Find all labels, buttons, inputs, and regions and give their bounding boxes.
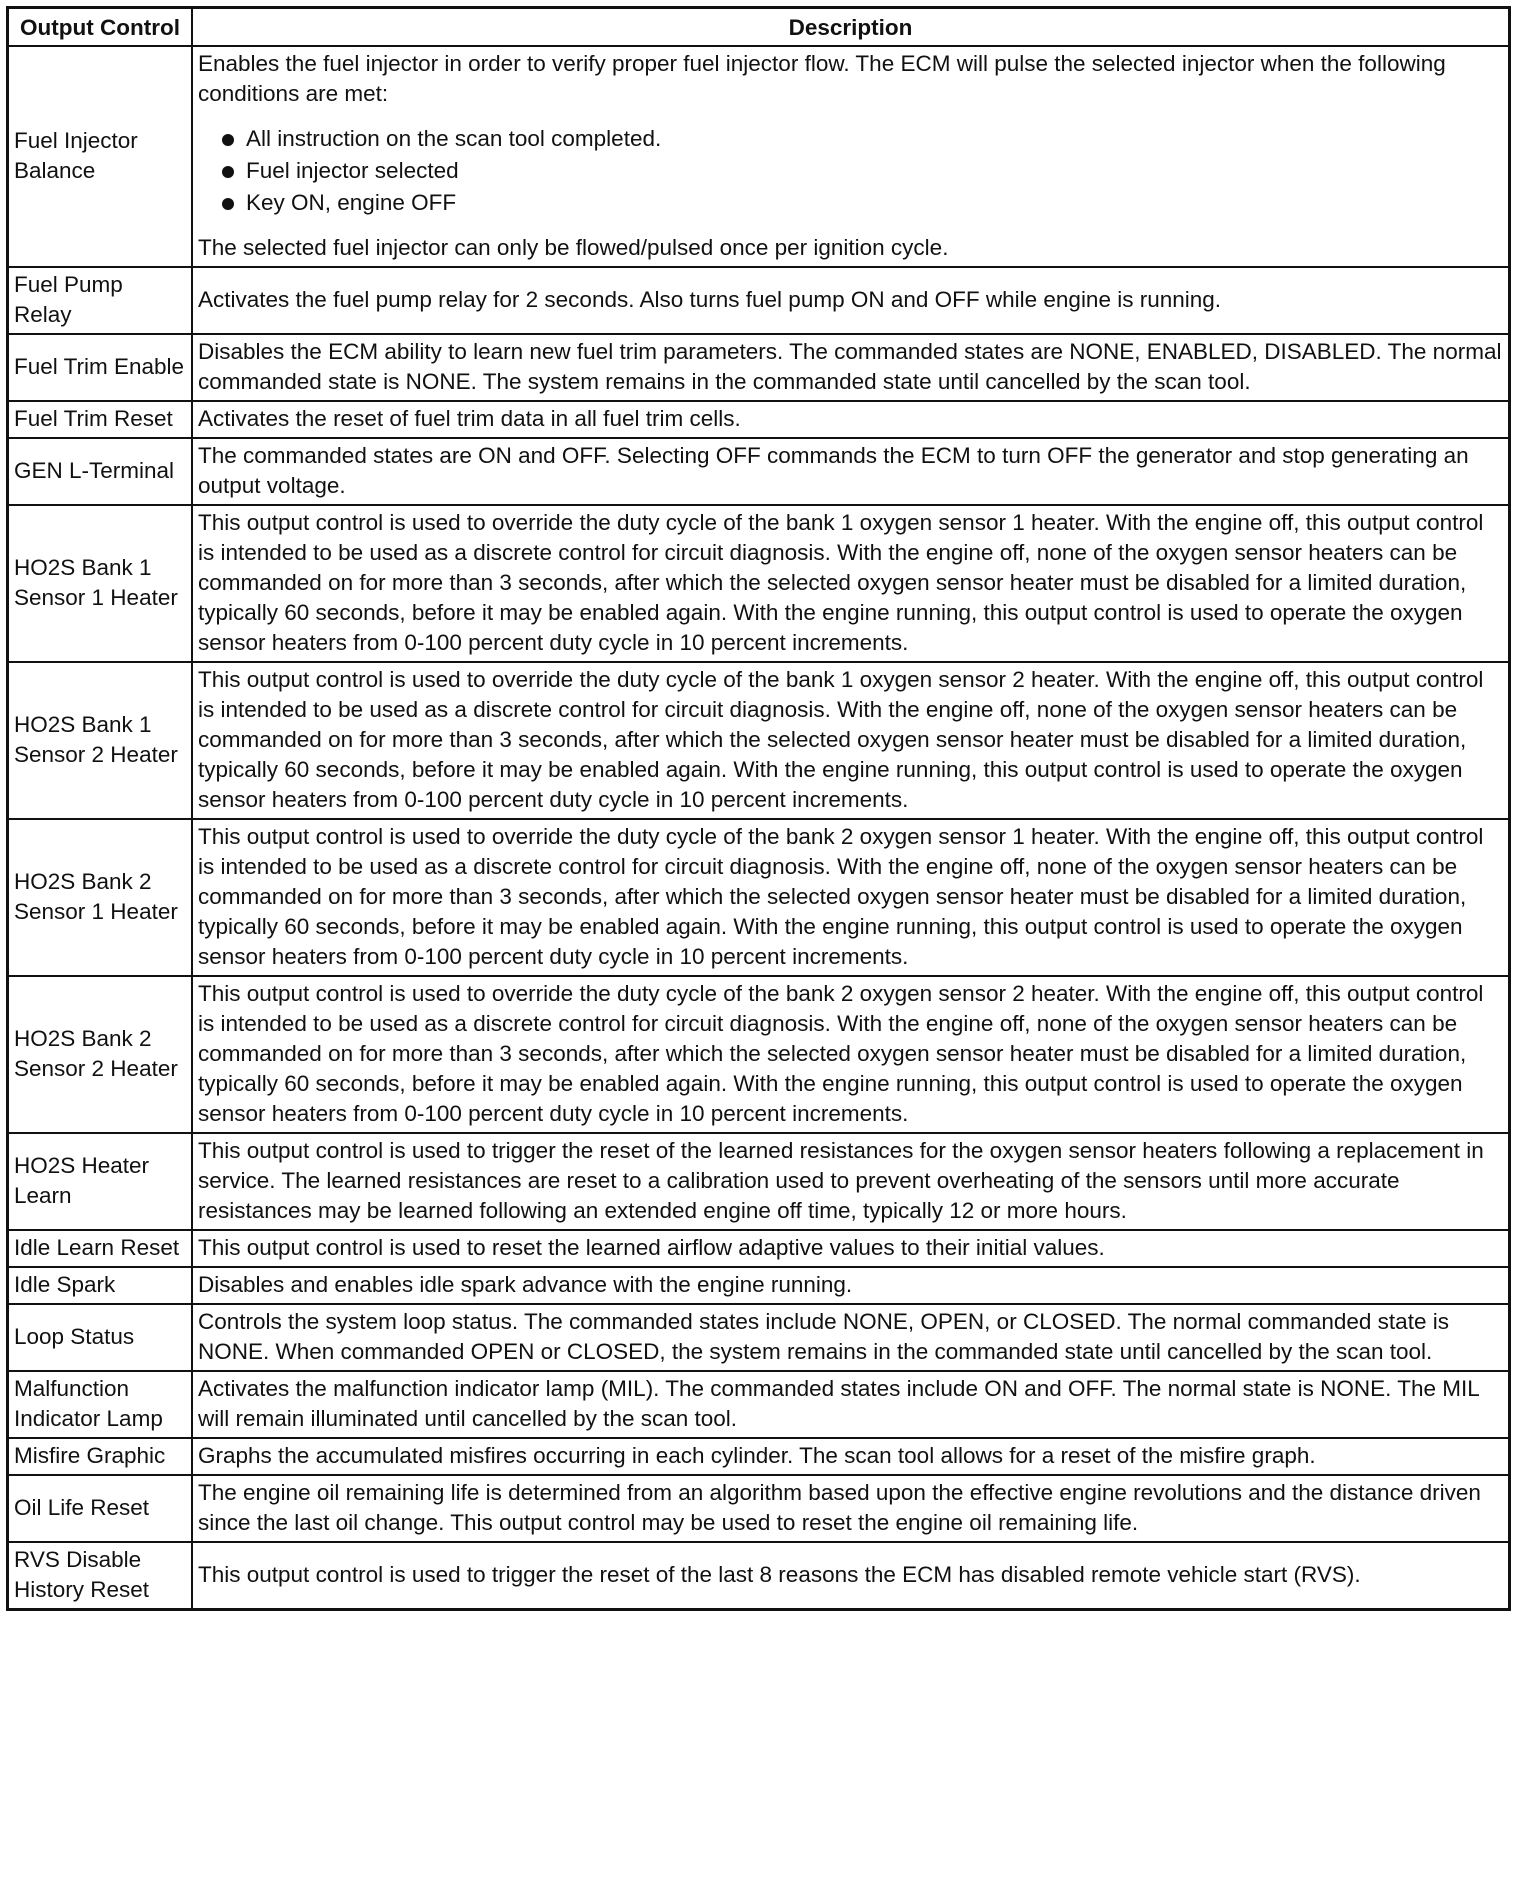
- description-cell: [192, 46, 1510, 267]
- condition-list: [198, 123, 1502, 219]
- output-control-name: Fuel Injector Balance: [8, 46, 193, 267]
- table-row: [8, 46, 1510, 267]
- description-text: Activates the malfunction indicator lamp (MIL). The commanded states include ON and OFF. The normal state is NONE. The MIL will remain illuminated until cancelled by the scan tool.: [192, 1371, 1510, 1438]
- description-text: The engine oil remaining life is determined from an algorithm based upon the effective engine revolutions and the distance driven since the last oil change. This output control may be used to reset the engine oil remaining life.: [192, 1475, 1510, 1542]
- output-control-name: HO2S Bank 2 Sensor 1 Heater: [8, 819, 193, 976]
- list-item: [222, 123, 1502, 155]
- list-item: [222, 187, 1502, 219]
- table-row: [8, 819, 1510, 976]
- description-text: Disables the ECM ability to learn new fuel trim parameters. The commanded states are NONE, ENABLED, DISABLED. The normal commanded state is NONE. The system remains in the commanded state until cancelled by the scan tool.: [192, 334, 1510, 401]
- output-control-name: Loop Status: [8, 1304, 193, 1371]
- table-header-row: [8, 8, 1510, 47]
- table-row: [8, 1542, 1510, 1610]
- description-text: This output control is used to override the duty cycle of the bank 1 oxygen sensor 2 heater. With the engine off, this output control is intended to be used as a discrete control for circuit diagnosis. With the engine off, none of the oxygen sensor heaters can be commanded on for more than 3 seconds, after which the selected oxygen sensor heater must be disabled for a limited duration, typically 60 seconds, before it may be enabled again. With the engine running, this output control is used to operate the oxygen sensor heaters from 0-100 percent duty cycle in 10 percent increments.: [192, 662, 1510, 819]
- table-row: [8, 505, 1510, 662]
- table-row: [8, 438, 1510, 505]
- table-row: [8, 976, 1510, 1133]
- output-control-name: Idle Learn Reset: [8, 1230, 193, 1267]
- description-text: This output control is used to trigger the reset of the last 8 reasons the ECM has disabled remote vehicle start (RVS).: [192, 1542, 1510, 1610]
- output-control-name: HO2S Heater Learn: [8, 1133, 193, 1230]
- output-control-name: GEN L-Terminal: [8, 438, 193, 505]
- header-description: Description: [192, 8, 1510, 47]
- output-control-name: Idle Spark: [8, 1267, 193, 1304]
- description-text: This output control is used to override the duty cycle of the bank 2 oxygen sensor 1 heater. With the engine off, this output control is intended to be used as a discrete control for circuit diagnosis. With the engine off, none of the oxygen sensor heaters can be commanded on for more than 3 seconds, after which the selected oxygen sensor heater must be disabled for a limited duration, typically 60 seconds, before it may be enabled again. With the engine running, this output control is used to operate the oxygen sensor heaters from 0-100 percent duty cycle in 10 percent increments.: [192, 819, 1510, 976]
- header-output-control: Output Control: [8, 8, 193, 47]
- table-row: [8, 267, 1510, 334]
- description-text: The commanded states are ON and OFF. Selecting OFF commands the ECM to turn OFF the generator and stop generating an output voltage.: [192, 438, 1510, 505]
- table-row: [8, 1371, 1510, 1438]
- output-control-name: HO2S Bank 1 Sensor 1 Heater: [8, 505, 193, 662]
- output-control-table: [6, 6, 1511, 1611]
- list-item: [222, 155, 1502, 187]
- list-item-text: All instruction on the scan tool completed.: [246, 126, 662, 151]
- output-control-table-sheet: [6, 6, 1511, 1611]
- description-text: Disables and enables idle spark advance with the engine running.: [192, 1267, 1510, 1304]
- description-text: This output control is used to override the duty cycle of the bank 1 oxygen sensor 1 heater. With the engine off, this output control is intended to be used as a discrete control for circuit diagnosis. With the engine off, none of the oxygen sensor heaters can be commanded on for more than 3 seconds, after which the selected oxygen sensor heater must be disabled for a limited duration, typically 60 seconds, before it may be enabled again. With the engine running, this output control is used to operate the oxygen sensor heaters from 0-100 percent duty cycle in 10 percent increments.: [192, 505, 1510, 662]
- description-text: Controls the system loop status. The commanded states include NONE, OPEN, or CLOSED. The normal commanded state is NONE. When commanded OPEN or CLOSED, the system remains in the commanded state until cancelled by the scan tool.: [192, 1304, 1510, 1371]
- output-control-name: HO2S Bank 1 Sensor 2 Heater: [8, 662, 193, 819]
- table-row: [8, 401, 1510, 438]
- table-row: [8, 1230, 1510, 1267]
- description-text: This output control is used to override the duty cycle of the bank 2 oxygen sensor 2 heater. With the engine off, this output control is intended to be used as a discrete control for circuit diagnosis. With the engine off, none of the oxygen sensor heaters can be commanded on for more than 3 seconds, after which the selected oxygen sensor heater must be disabled for a limited duration, typically 60 seconds, before it may be enabled again. With the engine running, this output control is used to operate the oxygen sensor heaters from 0-100 percent duty cycle in 10 percent increments.: [192, 976, 1510, 1133]
- table-row: [8, 1304, 1510, 1371]
- description-text: Graphs the accumulated misfires occurring in each cylinder. The scan tool allows for a reset of the misfire graph.: [192, 1438, 1510, 1475]
- table-row: [8, 334, 1510, 401]
- output-control-name: Fuel Pump Relay: [8, 267, 193, 334]
- table-row: [8, 1267, 1510, 1304]
- bullet-icon: [222, 134, 234, 146]
- output-control-name: Oil Life Reset: [8, 1475, 193, 1542]
- table-row: [8, 662, 1510, 819]
- output-control-name: Fuel Trim Enable: [8, 334, 193, 401]
- list-item-text: Fuel injector selected: [246, 158, 459, 183]
- description-text: This output control is used to reset the learned airflow adaptive values to their initial values.: [192, 1230, 1510, 1267]
- list-item-text: Key ON, engine OFF: [246, 190, 457, 215]
- table-row: [8, 1438, 1510, 1475]
- output-control-name: Malfunction Indicator Lamp: [8, 1371, 193, 1438]
- bullet-icon: [222, 166, 234, 178]
- bullet-icon: [222, 198, 234, 210]
- description-intro: Enables the fuel injector in order to verify proper fuel injector flow. The ECM will pulse the selected injector when the following conditions are met:: [198, 51, 1446, 106]
- output-control-name: HO2S Bank 2 Sensor 2 Heater: [8, 976, 193, 1133]
- output-control-name: Fuel Trim Reset: [8, 401, 193, 438]
- description-text: Activates the fuel pump relay for 2 seconds. Also turns fuel pump ON and OFF while engine is running.: [192, 267, 1510, 334]
- description-outro: The selected fuel injector can only be flowed/pulsed once per ignition cycle.: [198, 235, 949, 260]
- output-control-name: RVS Disable History Reset: [8, 1542, 193, 1610]
- table-row: [8, 1133, 1510, 1230]
- description-text: This output control is used to trigger the reset of the learned resistances for the oxygen sensor heaters following a replacement in service. The learned resistances are reset to a calibration used to prevent overheating of the sensors until more accurate resistances may be learned following an extended engine off time, typically 12 or more hours.: [192, 1133, 1510, 1230]
- output-control-name: Misfire Graphic: [8, 1438, 193, 1475]
- description-text: Activates the reset of fuel trim data in all fuel trim cells.: [192, 401, 1510, 438]
- table-row: [8, 1475, 1510, 1542]
